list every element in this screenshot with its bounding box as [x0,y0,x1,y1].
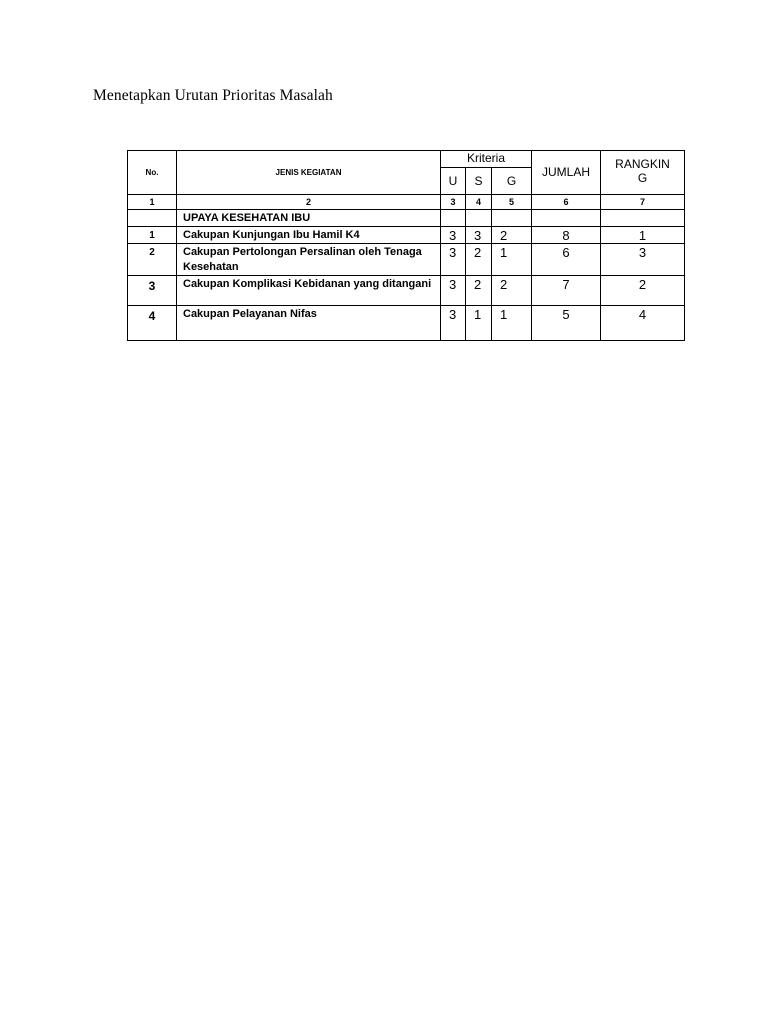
row-g: 2 [492,227,532,244]
row-s: 3 [466,227,492,244]
column-number: 4 [466,195,492,210]
section-empty-cell [492,210,532,227]
row-no: 2 [128,244,177,276]
row-jumlah: 5 [532,306,601,341]
header-u: U [441,168,466,195]
header-row-1 [128,151,685,168]
section-empty-cell [532,210,601,227]
header-rangking-line1: RANGKIN [615,157,670,171]
section-empty-cell [466,210,492,227]
row-u: 3 [441,276,466,306]
column-number: 3 [441,195,466,210]
section-no-cell [128,210,177,227]
column-number-row [128,195,685,210]
row-name: Cakupan Pelayanan Nifas [177,306,441,341]
header-s: S [466,168,492,195]
row-g: 2 [492,276,532,306]
column-number: 7 [601,195,685,210]
row-rangking: 1 [601,227,685,244]
header-jumlah: JUMLAH [532,151,601,195]
header-jenis-kegiatan: JENIS KEGIATAN [177,151,441,195]
column-number: 5 [492,195,532,210]
header-rangking-line2: G [637,171,648,185]
column-number: 6 [532,195,601,210]
table-row [128,306,685,341]
row-s: 2 [466,244,492,276]
row-rangking: 2 [601,276,685,306]
row-jumlah: 8 [532,227,601,244]
header-g: G [492,168,532,195]
page-title: Menetapkan Urutan Prioritas Masalah [93,87,333,104]
header-rangking [601,151,685,195]
column-number: 1 [128,195,177,210]
row-s: 1 [466,306,492,341]
row-rangking: 3 [601,244,685,276]
row-g: 1 [492,306,532,341]
header-no: No. [128,151,177,195]
row-jumlah: 6 [532,244,601,276]
table-row [128,244,685,276]
row-no: 4 [128,306,177,341]
row-name: Cakupan Komplikasi Kebidanan yang ditangani [177,276,441,306]
table-row [128,276,685,306]
header-kriteria: Kriteria [441,151,532,168]
row-u: 3 [441,227,466,244]
row-name: Cakupan Kunjungan Ibu Hamil K4 [177,227,441,244]
row-g: 1 [492,244,532,276]
row-name: Cakupan Pertolongan Persalinan oleh Tenaga Kesehatan [177,244,441,276]
row-u: 3 [441,244,466,276]
section-empty-cell [601,210,685,227]
row-jumlah: 7 [532,276,601,306]
row-rangking: 4 [601,306,685,341]
row-no: 1 [128,227,177,244]
table-row [128,227,685,244]
priority-table [127,150,685,341]
section-empty-cell [441,210,466,227]
column-number: 2 [177,195,441,210]
row-u: 3 [441,306,466,341]
section-row [128,210,685,227]
row-no: 3 [128,276,177,306]
row-s: 2 [466,276,492,306]
section-label: UPAYA KESEHATAN IBU [177,210,441,227]
